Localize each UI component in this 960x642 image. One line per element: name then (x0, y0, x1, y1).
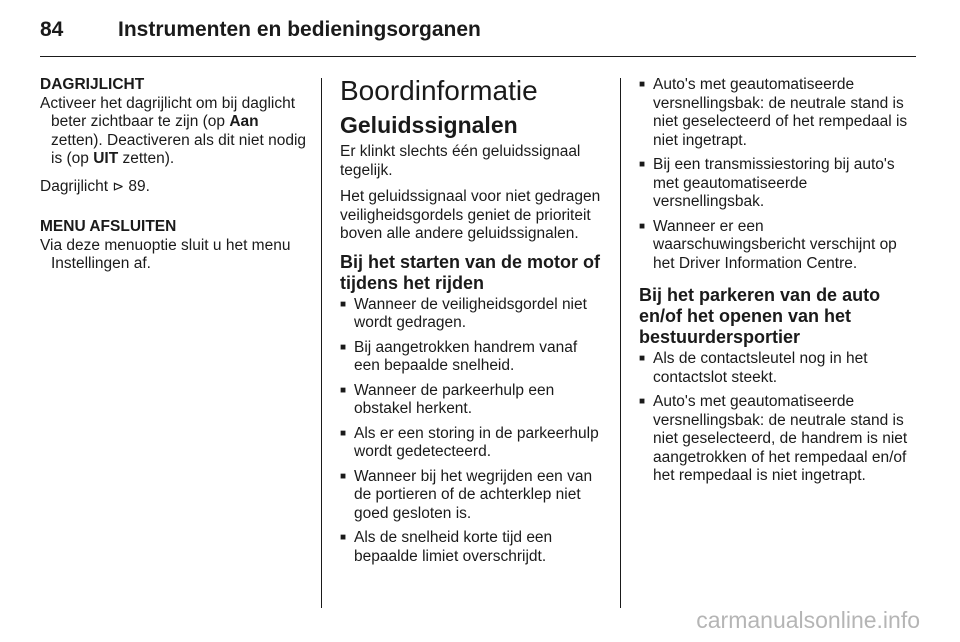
list-item: ■ Wanneer er een waarschuwingsbericht verschijnt op het Driver Information Centre. (639, 217, 897, 272)
list-item: ■ Auto's met geautomatiseerde versnellingsbak: de neutrale stand is niet geselecteerd of het rempedaal is niet ingetrapt. (639, 76, 908, 149)
bullet-icon: ■ (340, 470, 347, 482)
bullet-icon: ■ (340, 427, 347, 439)
section-title: Boordinformatie (340, 75, 538, 106)
bullet-icon: ■ (639, 79, 646, 90)
daylight-reference[interactable]: Dagrijlicht ⊳ 89. (40, 177, 150, 195)
list-item: ■ Wanneer bij het wegrijden een van de portieren of de achterklep niet goed gesloten is. (340, 467, 593, 522)
bullet-icon: ■ (340, 532, 347, 543)
intro-paragraph-2: Het geluidssignaal voor niet gedragen veiligheidsgordels geniet de prioriteit boven alle andere geluidssignalen. (340, 188, 601, 242)
start-driving-list (340, 296, 602, 567)
list-item: ■ Auto's met geautomatiseerde versnellingsbak: de neutrale stand is niet geselecteerd, de handrem is niet aangetrokken of het rempedaal en/of het rempedaal is niet ingetrapt. (639, 393, 908, 484)
daylight-label: DAGRIJLICHT (40, 76, 145, 93)
list-item: ■ Wanneer de parkeerhulp een obstakel herkent. (340, 381, 555, 417)
subsection-title: Geluidssignalen (340, 112, 518, 138)
bullet-icon: ■ (639, 353, 646, 364)
column-divider-1 (321, 78, 322, 608)
daylight-text: Activeer het dagrijlicht om bij daglicht beter zichtbaar te zijn (op Aan zetten). Deactiveren als dit niet nodig is (op UIT zetten). (40, 94, 307, 167)
continued-list (639, 76, 909, 273)
page-ref-arrow-icon: ⊳ (112, 177, 125, 194)
bullet-icon: ■ (340, 341, 347, 353)
bullet-icon: ■ (639, 220, 646, 232)
column-divider-2 (620, 78, 621, 608)
watermark: carmanualsonline.info (696, 607, 920, 633)
column-1 (40, 76, 308, 282)
list-item: ■ Als er een storing in de parkeerhulp wordt gedetecteerd. (340, 424, 599, 460)
page-number: 84 (40, 18, 64, 41)
uit-setting: UIT (93, 150, 119, 167)
column-3 (639, 76, 909, 492)
intro-paragraph-1: Er klinkt slechts één geluidssignaal tegelijk. (340, 143, 581, 179)
menu-exit-label: MENU AFSLUITEN (40, 218, 177, 235)
bullet-icon: ■ (639, 396, 646, 407)
page-header (40, 14, 916, 58)
bullet-icon: ■ (340, 298, 347, 310)
menu-exit-text: Via deze menuoptie sluit u het menu Instellingen af. (40, 236, 291, 272)
list-item: ■ Bij aangetrokken handrem vanaf een bepaalde snelheid. (340, 338, 578, 374)
column-2 (340, 76, 602, 572)
header-rule (40, 56, 916, 57)
bullet-icon: ■ (340, 384, 347, 396)
parking-heading: Bij het parkeren van de auto en/of het openen van het bestuurdersportier (639, 285, 881, 347)
list-item: ■ Als de snelheid korte tijd een bepaalde limiet overschrijdt. (340, 529, 553, 565)
list-item: ■ Als de contactsleutel nog in het contactslot steekt. (639, 350, 868, 386)
list-item: ■ Bij een transmissiestoring bij auto's met geautomatiseerde versnellingsbak. (639, 156, 895, 210)
running-title: Instrumenten en bedieningsorganen (118, 18, 481, 41)
list-item: ■ Wanneer de veiligheidsgordel niet wordt gedragen. (340, 295, 587, 331)
bullet-icon: ■ (639, 159, 646, 170)
aan-setting: Aan (229, 113, 259, 130)
parking-list (639, 350, 909, 486)
start-driving-heading: Bij het starten van de motor of tijdens het rijden (340, 251, 601, 293)
